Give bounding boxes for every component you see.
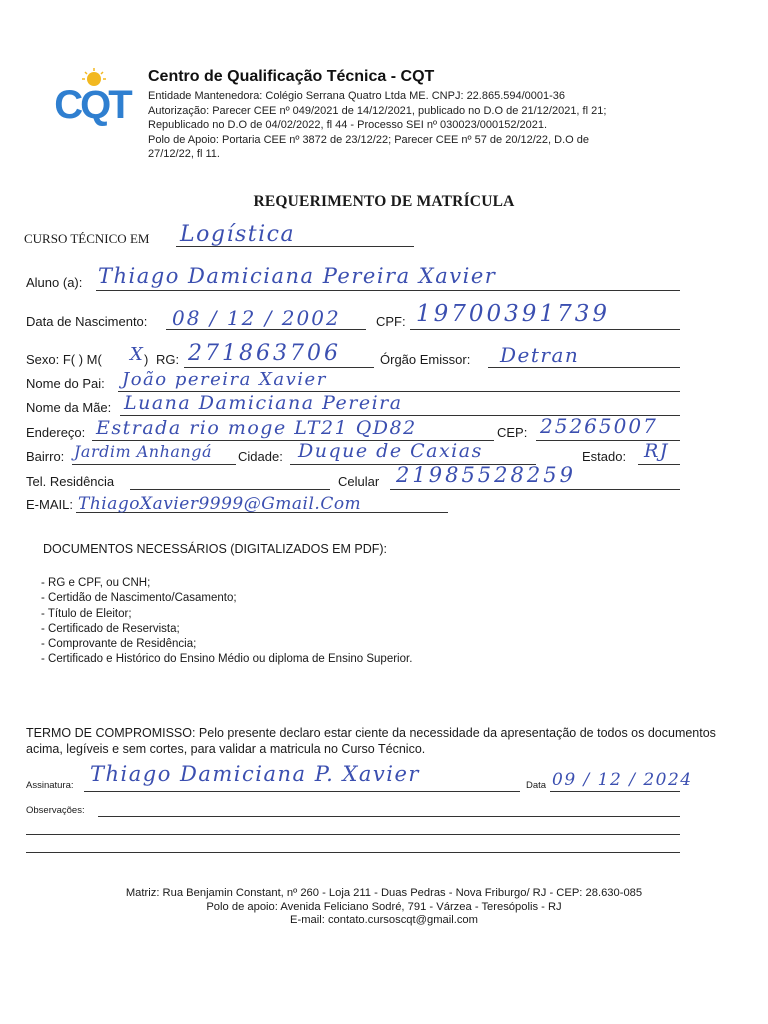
org-info-line: Republicado no D.O de 04/02/2022, fl 44 - Processo SEI nº 030023/000152/2021. (148, 119, 548, 131)
rg-value[interactable]: 271863706 (188, 341, 341, 366)
bairro-label: Bairro: (26, 449, 65, 464)
curso-value[interactable]: Logística (180, 222, 296, 247)
date-label: Data (526, 780, 547, 791)
term-text: TERMO DE COMPROMISSO: Pelo presente declaro estar ciente da necessidade da apresentação de todos os documentos acima, legíveis e sem cortes, para validar a matricula no Curso Técnico. (26, 726, 716, 756)
observacoes-line[interactable] (26, 834, 680, 835)
aluno-label: Aluno (a): (26, 275, 83, 290)
email-label: E-MAIL: (26, 497, 73, 512)
signature-value[interactable]: Thiago Damiciana P. Xavier (90, 762, 420, 786)
mae-label: Nome da Mãe: (26, 400, 112, 415)
estado-line (638, 464, 680, 465)
signature-label: Assinatura: (26, 780, 74, 791)
footer-polo: Polo de apoio: Avenida Feliciano Sodré, 791 - Várzea - Teresópolis - RJ (206, 900, 562, 913)
cpf-line (410, 329, 680, 330)
observacoes-label: Observações: (26, 805, 85, 816)
nascimento-label: Data de Nascimento: (26, 314, 148, 329)
observacoes-line[interactable] (26, 852, 680, 853)
footer (0, 887, 768, 928)
endereco-label: Endereço: (26, 425, 86, 440)
aluno-line (96, 290, 680, 291)
cep-label: CEP: (497, 425, 528, 440)
tel-line (130, 489, 330, 490)
signature-line (84, 791, 520, 792)
celular-label: Celular (338, 474, 380, 489)
aluno-value[interactable]: Thiago Damiciana Pereira Xavier (98, 264, 497, 288)
endereco-value[interactable]: Estrada rio moge LT21 QD82 (96, 417, 417, 439)
email-value[interactable]: ThiagoXavier9999@Gmail.Com (78, 494, 362, 514)
footer-address: Matriz: Rua Benjamin Constant, nº 260 - Loja 211 - Duas Pedras - Nova Friburgo/ RJ - CEP: 28.630-085 (125, 887, 643, 899)
documents-heading: DOCUMENTOS NECESSÁRIOS (DIGITALIZADOS EM PDF): (43, 542, 388, 556)
nascimento-value[interactable]: 08 / 12 / 2002 (172, 306, 341, 330)
cqt-logo (42, 66, 142, 128)
celular-line (390, 489, 680, 490)
list-item: - Título de Eleitor; (41, 607, 132, 620)
list-item: - Comprovante de Residência; (41, 638, 197, 651)
tel-label: Tel. Residência (26, 474, 115, 489)
org-info-line: Entidade Mantenedora: Colégio Serrana Quatro Ltda ME. CNPJ: 22.865.594/0001-36 (148, 90, 566, 102)
org-info-line: 27/12/22, fl 11. (148, 148, 220, 160)
org-info (148, 89, 688, 162)
observacoes-line[interactable] (98, 816, 680, 817)
rg-line (184, 367, 374, 368)
orgao-value[interactable]: Detran (500, 343, 580, 367)
documents-list (41, 576, 412, 668)
list-item: - Certidão de Nascimento/Casamento; (41, 592, 237, 605)
logo-text: CQT (54, 83, 130, 127)
sexo-label: Sexo: F( ) M( (26, 352, 102, 367)
rg-label: RG: (156, 352, 180, 367)
pai-value[interactable]: João pereira Xavier (122, 369, 327, 390)
celular-value[interactable]: 21985528259 (396, 463, 576, 487)
bairro-line (72, 464, 236, 465)
org-info-line: Polo de Apoio: Portaria CEE nº 3872 de 23/12/22; Parecer CEE nº 57 de 20/12/22, D.O de (148, 133, 589, 146)
mae-value[interactable]: Luana Damiciana Pereira (124, 392, 403, 414)
sexo-close: ) (144, 352, 149, 367)
cidade-label: Cidade: (238, 449, 283, 464)
estado-value[interactable]: RJ (644, 440, 669, 462)
orgao-label: Órgão Emissor: (380, 352, 471, 367)
curso-label: CURSO TÉCNICO EM (24, 231, 150, 246)
date-value[interactable]: 09 / 12 / 2024 (552, 770, 693, 790)
cep-value[interactable]: 25265007 (540, 414, 658, 438)
cidade-value[interactable]: Duque de Caxias (298, 440, 483, 462)
document-title: REQUERIMENTO DE MATRÍCULA (253, 193, 515, 210)
date-line (550, 791, 680, 792)
cpf-value[interactable]: 19700391739 (416, 301, 610, 327)
sexo-mark[interactable]: X (130, 344, 145, 365)
cpf-label: CPF: (376, 314, 406, 329)
footer-email: E-mail: contato.cursoscqt@gmail.com (290, 914, 478, 926)
orgao-line (488, 367, 680, 368)
bairro-value[interactable]: Jardim Anhangá (74, 442, 213, 461)
list-item: - RG e CPF, ou CNH; (41, 577, 151, 589)
list-item: - Certificado de Reservista; (41, 622, 180, 635)
estado-label: Estado: (582, 449, 627, 464)
pai-label: Nome do Pai: (26, 376, 105, 391)
org-title: Centro de Qualificação Técnica - CQT (148, 68, 435, 85)
org-info-line: Autorização: Parecer CEE nº 049/2021 de 14/12/2021, publicado no D.O de 21/12/2021, fl 21; (148, 104, 607, 117)
list-item: - Certificado e Histórico do Ensino Médio ou diploma de Ensino Superior. (41, 653, 413, 666)
